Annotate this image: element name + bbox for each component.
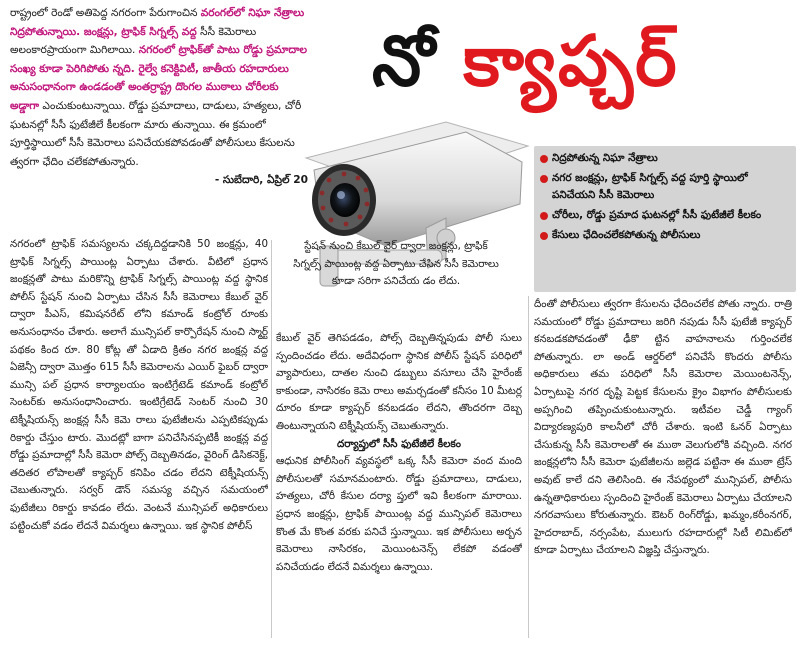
col2-body: ఆధునిక పోలీసింగ్ వ్యవస్థలో ఒక్క సీసీ కెమెరా వంద మంది పోలీసులతో సమానమంటారు. రోడ్డు ప్రమాదాలు, దాడులు, హత్యలు, చోరీ కేసుల దర్యా ప్తులో ఇవి కీలకంగా మారాయి. ప్రధాన జంక్షన్లు, ట్రాఫిక్ పాయింట్ల వద్ద మున్సిపల్ కెమెరాలు కొంత మే కొంత వరకు పనిచే స్తున్నాయి. ఇక పోలీసులు అర్బన కెమెరాలు నాసిరకం, మెయింటనెన్స్ లేకపో వడంతో పనిచేయడం లేదనే విమర్శలు ఉన్నాయి. (276, 455, 522, 573)
bullet-dot-icon (540, 232, 548, 240)
body-column-1: నగరంలో ట్రాఫిక్ సమస్యలను చక్కదిద్దడానికి 50 జంక్షన్లు, 40 ట్రాఫిక్ సిగ్నల్స్ పాయింట్ల ఏర్పాటు చేశారు. వీటిలో ప్రధాన జంక్షన్లతో పాటు మరికొన్ని ట్రాఫిక్ సిగ్నల్స్ పాయింట్ల వద్ద స్థానిక పోలీస్ స్టేషన్ నుంచి ఏర్పాటు చేసిన సీసీ కెమెరాలు కేబుల్ వైర్ ద్వారా పీఎస్, కమిషనరేట్ లోని కమాండ్ కంట్రోల్ రూంకు అనుసంధానం చేశారు. అలాగే మున్సిపల్ కార్పొరేషన్ నుంచి స్మార్ట్ పథకం కింద రూ. 80 కోట్ల తో ఏడాది క్రితం నగర జంక్షన్ల వద్ద ఏజెన్సీ ద్వారా మొత్తం 615 సీసీ కెమెరాలను ఎయిర్ ఫైబర్ ద్వారా మున్సి పల్ ప్రధాన కార్యాలయం ఇంటిగ్రేటెడ్ కమాండ్ కంట్రోల్ సెంటర్‌కు అనుసంధానించారు. ఇంటిగ్రేటెడ్ సెంటర్ నుంచి 30 టెక్నీషియన్స్ జంక్షన్ల సీసీ కెమె రాలు ఫుటేజీలను ఎప్పటికప్పుడు రికార్డు చేస్తుం టారు. మొదట్లో బాగా పనిచేసినప్పటికీ జంక్షన్ల వద్ద రోడ్డు ప్రమాదాల్లో సీసీ కెమెరా పోల్స్ దెబ్బతినడం, వైరింగ్ డిసికనెక్ట్, తదితర లోపాలతో క్యాప్చర్ కనిపిం చడం లేదని టెక్నీషియన్స్ చెబుతున్నారు. సర్వర్ డౌన్ సమస్య వచ్చిన సమయంలో ఫుటేజీలు రికార్డు కావడం లేదు. వెంటనే మున్సిపల్ అధికారులు పట్టించుకో వడం లేదనే విమర్శలు ఉన్నాయి. ఇక స్థానిక పోలీస్ (10, 238, 268, 532)
lead-highlight-1: వరంగల్‌లో నిఘా నేత్రాలు నిద్రపోతున్నాయి. జంక్షన్లు, ట్రాఫిక్ సిగ్నల్స్ వద్ద (10, 7, 305, 38)
column-divider (271, 240, 272, 638)
body-column-2 (276, 330, 522, 640)
highlight-item: చోరీలు, రోడ్డు ప్రమాద ఘటనల్లో సీసీ ఫుటేజీలే కీలకం (534, 207, 796, 224)
highlights-box (534, 146, 796, 292)
highlight-item: నగర జంక్షన్లు, ట్రాఫిక్ సిగ్నల్స్ వద్ద పూర్తి స్థాయిలో పనిచేయని సీసీ కెమెరాలు (534, 170, 796, 204)
subheading: దర్యాప్తులో సీసీ ఫుటేజీలే కీలకం (336, 437, 462, 450)
highlight-item: కేసులు ఛేదించలేకపోతున్న పోలీసులు (534, 227, 796, 244)
image-caption-text: స్టేషన్ నుంచి కేబుల్ వైర్ ద్వారా జంక్షన్లు, ట్రాఫిక్ సిగ్నల్స్ పాయింట్ల వద్ద ఏర్పాటు చేసిన సీసీ కెమెరాలు కూడా సరిగా పనిచేయ డం లేదు. (293, 240, 499, 288)
lead-highlight-2: నగరంలో ట్రాఫిక్‌తో పాటు రోడ్డు ప్రమాదాల సంఖ్య కూడా పెరిగిపోతు న్నది. రైల్వే కనెక్టివిటీ, జాతీయ రహదారులు అనుసంధానంగా ఉండడంతో అంతర్రాష్ట్ర దొంగల ముఠాలు చోరీలకు అడ్డాగా (10, 44, 308, 112)
headline (372, 6, 792, 124)
column-divider (528, 296, 529, 638)
headline-part-2: క్యాప్చర్ (463, 20, 679, 102)
highlight-item: నిద్రపోతున్న నిఘా నేత్రాలు (534, 150, 796, 167)
lead-paragraph (10, 4, 308, 232)
bullet-dot-icon (540, 175, 548, 183)
bullet-dot-icon (540, 212, 548, 220)
lead-text-2: సీసీ కెమెరాలు అలంకారప్రాయంగా మిగిలాయి. (10, 25, 257, 57)
body-column-3: దీంతో పోలీసులు త్వరగా కేసులను ఛేదించలేక పోతు న్నారు. రాత్రి సమయంలో రోడ్డు ప్రమాదాలు జరిగి నపుడు సీసీ ఫుటేజీ క్యాప్చర్ కనబడకపోవడంతో ఢీకొ ట్టిన వాహనాలను గుర్తించలేక పోతున్నారు. లా అండ్ ఆర్డర్‌లో పనిచేసే కొందరు పోలీసు అధికారులు తమ పరిధిలో సీసీ కెమెరాల మెయింటనెన్స్, ఏర్పాటుపై నగర దృష్టి పెట్టక కేసులను క్రైం విభాగం పోలీసులకు అప్పగించి తప్పించుకుంటున్నారు. ఇటీవల చెడ్డీ గ్యాంగ్ విద్యారణ్యపురి కాలనీలో చోరీ చేశారు. ఇంటి ఓనర్ ఏర్పాటు చేసుకున్న సీసీ కెమెరాలతో ఈ ముఠా వెలుగులోకి వచ్చింది. నగర జంక్షన్లలోని సీసీ కెమెరా ఫుటేజీలను జల్లెడ పట్టినా ఈ ముఠా ట్రేస్ అవుట్ కాలే దని తెలిసింది. ఈ నేపథ్యంలో మున్సిపల్, పోలీసు ఉన్నతాధికారులు స్పందించి హైరేంజ్ కెమెరాలు ఏర్పాటు చేయాలని నగరవాసులు కోరుతున్నారు. ఔటర్ రింగ్‌రోడ్డు, ఖమ్మం,కరీంనగర్, హైదరాబాద్, నర్సంపేట, ములుగు రహదారుల్లో సిటీ లిమిట్‌లో కూడా ఏర్పాటు చేయాలని విజ్ఞప్తి చేస్తున్నారు. (534, 298, 792, 557)
col2-text: కేబుల్ వైర్ తెగిపడడం, పోల్స్ దెబ్బతిన్నపుడు పోలీ సులు స్పందించడం లేదు. అదేవిధంగా స్థానిక పోలీస్ స్టేషన్ పరిధిలో వ్యాపారులు, దాతల నుంచి డబ్బులు వసూలు చేసి హైరేంజ్ కాకుండా, నాసిరకం కెమె రాలు అమర్చడంతో కనీసం 10 మీటర్ల దూరం కూడా క్యాప్చర్ కనబడడం లేదని, తొందరగా దెబ్బ తింటున్నాయని టెక్నీషియన్స్ చెబుతున్నారు. (276, 332, 522, 432)
headline-part-1: నో (372, 20, 464, 102)
dateline: - సుబేదారి, ఏప్రిల్ 20 (214, 174, 308, 187)
lead-text-3: ఎంచుకుంటున్నాయి. రోడ్డు ప్రమాదాలు, దాడులు, హత్యలు, చోరీ ఘటనల్లో సీసీ ఫుటేజీలే కీలకంగా మారు తున్నాయి. ఈ క్రమంలో పూర్తిస్థాయిలో సీసీ కెమెరాలు పనిచేయకపోవడంతో పోలీసులు కేసులను త్వరగా ఛేదిం చలేకపోతున్నారు. (10, 99, 302, 168)
lead-text-1: రాష్ట్రంలో రెండో అతిపెద్ద నగరంగా పేరుగాంచిన (10, 7, 201, 19)
bullet-dot-icon (540, 155, 548, 163)
